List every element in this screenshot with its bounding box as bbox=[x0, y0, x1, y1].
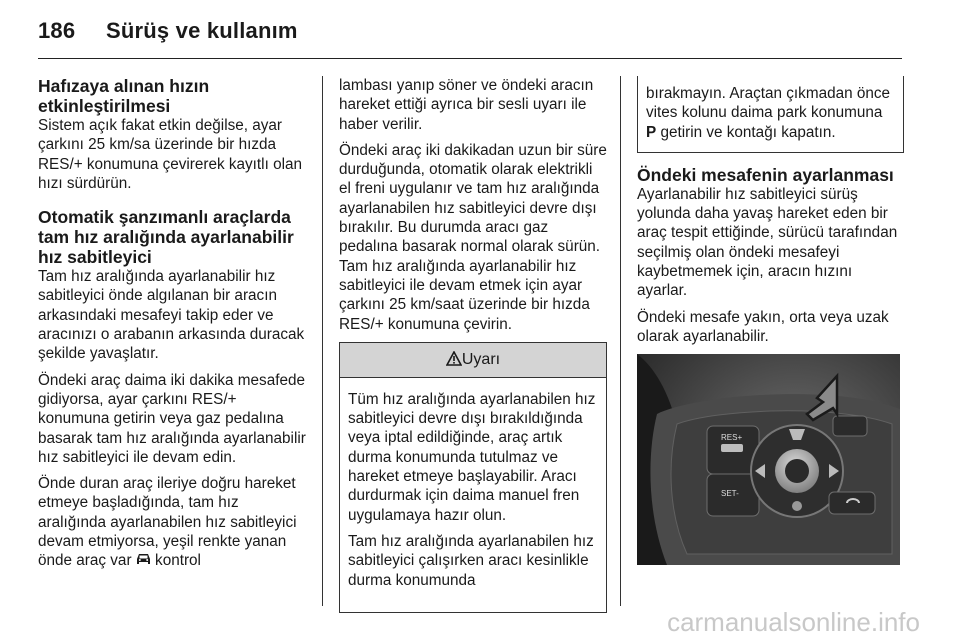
warning-text: Tam hız aralığında ayarlanabilen hız sabitleyici çalışırken aracı kesinlikle durma konumunda bbox=[348, 532, 594, 589]
warning-triangle-icon bbox=[446, 351, 462, 368]
section-title: Sürüş ve kullanım bbox=[106, 18, 298, 43]
paragraph bbox=[38, 474, 310, 571]
warning-text: getirin ve kontağı kapatın. bbox=[660, 123, 836, 141]
column-1 bbox=[38, 76, 310, 572]
paragraph: Öndeki araç iki dakikadan uzun bir süre durduğunda, otomatik olarak elektrikli el freni uygulanır ve tam hız aralığında ayarlanabilen hız sabitleyici devre dışı bırakılır. Bu durumda aracı gaz pedalına basarak normal olarak sürün. Tam hız aralığında ayarlanabilir hız sabitleyici ile devam etmek için ayar çarkını 25 km/saat üzerinde bir hızda RES/+ konumuna çevirin. bbox=[339, 141, 607, 333]
heading-following-distance: Öndeki mesafenin ayarlanması bbox=[637, 164, 894, 185]
column-divider bbox=[322, 76, 323, 606]
paragraph: lambası yanıp söner ve öndeki aracın hareket ettiği ayrıca bir sesli uyarı ile haber verilir. bbox=[339, 77, 594, 133]
warning-header bbox=[340, 343, 606, 378]
watermark: carmanualsonline.info bbox=[667, 607, 920, 637]
column-divider bbox=[620, 76, 621, 606]
warning-text: Tüm hız aralığında ayarlanabilen hız sabitleyici devre dışı bırakıldığında veya iptal edildiğinde, araç artık durma konumunda tutulmaz ve hareket etmeye başlayabilir. Aracı durdurmak için daima manuel fren uygulamaya hazır olun. bbox=[348, 390, 596, 524]
paragraph: Öndeki mesafe yakın, orta veya uzak olarak ayarlanabilir. bbox=[637, 308, 889, 345]
paragraph: Tam hız aralığında ayarlanabilir hız sabitleyici önde algılanan bir aracın arkasındaki mesafeyi takip eder ve aracınızı o arabanın arkasında duracak şekilde yavaşlatır. bbox=[38, 268, 305, 363]
page-number: 186 bbox=[38, 18, 76, 43]
warning-title: Uyarı bbox=[461, 350, 501, 368]
warning-box bbox=[339, 342, 607, 613]
paragraph: Sistem açık fakat etkin değilse, ayar çarkını 25 km/sa üzerinde bir hızda RES/+ konumuna çevirerek kayıtlı olan hızı sürdürün. bbox=[38, 117, 302, 192]
warning-text: bırakmayın. Araçtan çıkmadan önce vites kolunu daima park konumuna bbox=[646, 85, 891, 122]
warning-body bbox=[340, 378, 606, 612]
column-3 bbox=[637, 76, 904, 346]
column-2 bbox=[339, 76, 607, 613]
steering-wheel-controls-photo bbox=[637, 354, 900, 565]
res-label: RES+ bbox=[721, 433, 743, 442]
paragraph: Öndeki araç daima iki dakika mesafede gidiyorsa, ayar çarkını RES/+ konumuna getirin veya gaz pedalına basarak tam hız aralığında ayarlanabilir hız sabitleyici ile devam edin. bbox=[38, 371, 306, 466]
paragraph: Ayarlanabilir hız sabitleyici sürüş yolunda daha yavaş hareket eden bir araç tespit ettiğinde, sürücü tarafından seçilmiş olan öndeki mesafeyi kaybetmemek için, aracın hızını ayarlar. bbox=[637, 185, 898, 300]
warning-box-continued bbox=[637, 76, 904, 153]
paragraph-text: kontrol bbox=[155, 552, 201, 570]
heading-stored-speed: Hafızaya alınan hızın etkinleştirilmesi bbox=[38, 76, 210, 116]
gear-position-p: P bbox=[646, 123, 657, 141]
heading-full-range-cruise: Otomatik şanzımanlı araçlarda tam hız aralığında ayarlanabilir hız sabitleyici bbox=[38, 207, 294, 268]
paragraph-text: Önde duran araç ileriye doğru hareket etmeye başladığında, tam hız aralığında ayarlanabilen hız sabitleyici devam etmiyorsa, yeşil renkte yanan önde araç var bbox=[38, 475, 297, 570]
page-header bbox=[38, 18, 298, 44]
set-label: SET- bbox=[721, 489, 739, 498]
car-front-icon bbox=[136, 552, 151, 571]
header-rule bbox=[38, 58, 902, 59]
